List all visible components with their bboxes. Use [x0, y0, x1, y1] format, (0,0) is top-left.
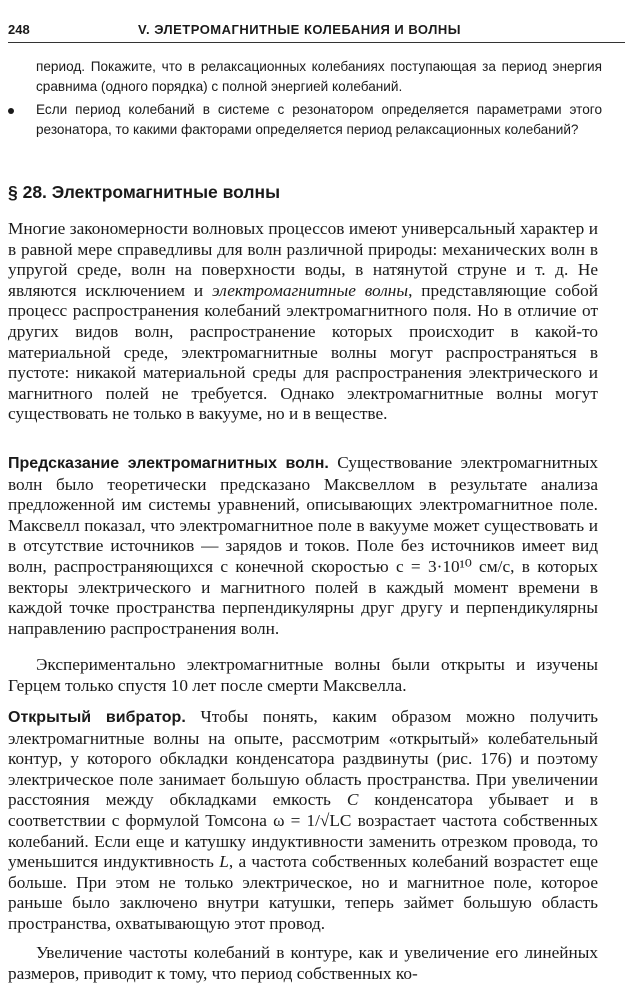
section-title: § 28. Электромагнитные волны [8, 182, 281, 202]
intro-text-a: Многие закономерности волновых процессов имеют универсальный характер и в равной мере справедливы для волн различной природы: механических волн в упругой среде, волн на поверхности воды, в натянутой струне и т. д. Не являются исключением и [8, 219, 598, 300]
prediction-heading: Предсказание электромагнитных волн. [8, 455, 329, 472]
bullet-question: Если период колебаний в системе с резонатором определяется параметрами этого резонатора, то какими факторами определяется период релаксационных колебаний? [36, 102, 602, 137]
capacitance-symbol: C [346, 790, 359, 810]
paragraph-vibrator [8, 707, 598, 935]
paragraph-intro [8, 219, 598, 425]
inductance-symbol: L [219, 852, 229, 872]
prediction-text-a: Существование электромагнитных волн было теоретически предсказано Максвеллом в результате анализа предложенной им системы уравнений, описывающих электромагнитное поле. Максвелл показал, что электромагнитное поле в вакууме может существовать и в отсутствие источников — зарядов и токов. Поле без источников имеет вид волн, распространяющихся с конечной скоростью [8, 453, 598, 576]
page-header [8, 12, 625, 43]
paragraph-last: Увеличение частоты колебаний в контуре, как и увеличение его линейных размеров, приводит к тому, что период собственных ко- [8, 943, 598, 983]
vibrator-text-d: , а частота собственных колебаний возрастет еще больше. При этом не только электрическое, но и магнитное поле, которое раньше было заключено внутри катушки, теперь займет большую область пространства, охватывающую этот провод. [8, 852, 598, 933]
intro-text-b: , представляющие собой процесс распространения колебаний электромагнитного поля. Но в отличие от других видов волн, распространение которых происходит в какой-то материальной среде, электромагнитные волны могут распространяться в пустоте: никакой материальной среды для распространения электрического и магнитного полей не требуется. Однако электромагнитные волны могут существовать не только в вакууме, но и в веществе. [8, 280, 598, 424]
vibrator-text-b: конденсатора убывает и в соответствии с формулой Томсона [8, 790, 598, 830]
vibrator-text-c: возрастает частота собственных колебаний. Если еще и катушку индуктивности заменить отрезком провода, то уменьшится индуктивность [8, 810, 598, 872]
page-number: 248 [8, 22, 30, 37]
vibrator-text-a: Чтобы понять, каким образом можно получить электромагнитные волны на опыте, рассмотрим «открытый» колебательный контур, у которого обкладки конденсатора раздвинуты (рис. 176) и поэтому электрическое поле занимает большую область пространства. При увеличении расстояния между обкладками емкость [8, 707, 599, 810]
paragraph-hertz: Экспериментально электромагнитные волны были открыты и изучены Герцем только спустя 10 лет после смерти Максвелла. [8, 655, 598, 695]
vibrator-heading: Открытый вибратор. [8, 709, 186, 726]
question-continuation: период. Покажите, что в релаксационных колебаниях поступающая за период энергия сравнима (одного порядка) с полной энергией колебаний. [36, 59, 602, 94]
paragraph-prediction [8, 453, 598, 639]
speed-formula: c = 3·10¹⁰ см/с [395, 556, 511, 576]
prediction-text-b: , в которых векторы электрического и магнитного полей в каждый момент времени в каждой точке пространства перпендикулярны друг другу и перпендикулярны направлению распространения волн. [8, 556, 598, 638]
thomson-formula: ω = 1/√LC [273, 810, 352, 830]
bullet-icon [8, 108, 14, 114]
running-title: V. ЭЛЕТРОМАГНИТНЫЕ КОЛЕБАНИЯ И ВОЛНЫ [138, 22, 461, 37]
intro-emphasis: электромагнитные волны [212, 280, 409, 300]
